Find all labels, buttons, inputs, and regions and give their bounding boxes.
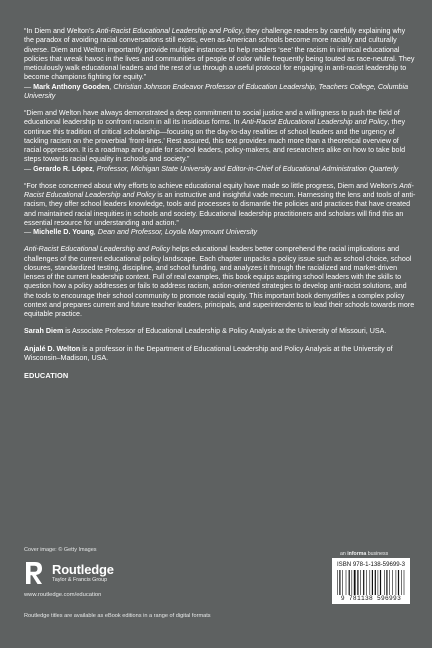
book-title-inline: Anti-Racist Educational Leadership and Policy [24, 181, 414, 199]
barcode-bar [384, 570, 385, 595]
author-bio-text: is Associate Professor of Educational Leadership & Policy Analysis at the University of Missouri, USA. [63, 327, 387, 336]
book-title-inline: Anti-Racist Educational Leadership and Policy [95, 27, 243, 35]
barcode-bar [352, 570, 353, 595]
barcode-bar [366, 570, 367, 595]
barcode-bar [354, 570, 356, 595]
endorser-name: Mark Anthony Gooden [33, 82, 110, 91]
endorser-affiliation: , Professor, Michigan State University and Editor-in-Chief of Educational Administration Quarterly [92, 164, 399, 173]
endorsement-quote [24, 182, 416, 238]
informa-business-label [340, 551, 388, 557]
subject-category: EDUCATION [24, 371, 69, 380]
quote-attribution [24, 228, 416, 237]
endorsement-quote [24, 27, 416, 101]
quote-body: , they continue this tradition of critical scholarship—focusing on the day-to-day realities of school leaders and the urgency of tackling racism on the proverbial ‘front-lines.’ Rest assured, this text provides much more than a theoretical overview of racial oppression. It is a roadmap and guide for school leaders, policy-makers, and researchers alike on how to take bold steps towards racial equality in schools and society.” [24, 118, 406, 164]
quote-lead: “Diem and Welton have always demonstrated a deep commitment to social justice and a willingness to push the field of educational leadership to confront racism in all its insidious forms. In [24, 109, 400, 127]
routledge-r-icon [24, 560, 44, 586]
description-body: helps educational leaders better comprehend the racial implications and challenges of the current educational policy landscape. Each chapter unpacks a policy issue such as school choice, school closures, standardized testing, discipline, and school funding, and analyzes it through the racialized and market-driven lenses of the current leadership context. Full of real examples, this book equips aspiring school leaders with the skills to question how a policy addresses or fails to address racism, action-oriented strategies to develop anti-racist solutions, and the tools to encourage their school community to promote racial equity. This important book demystifies a complex policy context and prepares current and future teacher leaders, principals, and superintendents to lead their schools towards more equitable practice. [24, 245, 415, 318]
barcode-bar [375, 570, 376, 595]
endorser-name: Gerardo R. López [33, 164, 93, 173]
barcode-bar [378, 570, 379, 595]
quote-lead: “For those concerned about why efforts to achieve educational equity have made so little progress, Diem and Welton’s [24, 181, 400, 190]
barcode-bar [392, 570, 393, 595]
barcode-bar [349, 570, 350, 595]
informa-brand: informa [347, 551, 367, 557]
book-title-inline: Anti-Racist Educational Leadership and Policy [241, 118, 388, 127]
ebook-availability-note: Routledge titles are available as eBook editions in a range of digital formats [24, 613, 211, 619]
book-description [24, 245, 416, 319]
barcode-bar [370, 570, 371, 595]
cover-image-credit: Cover image: © Getty Images [24, 547, 97, 553]
barcode-bar [386, 570, 387, 595]
publisher-logo [24, 558, 174, 590]
publisher-tagline: Taylor & Francis Group [52, 577, 108, 583]
attribution-dash: — [24, 164, 34, 173]
barcode-bar [398, 570, 399, 595]
cover-text-column [24, 27, 416, 380]
attribution-dash: — [24, 82, 34, 91]
quote-text [24, 109, 416, 165]
isbn-number: ISBN 978-1-138-59699-3 [336, 561, 406, 568]
quote-attribution [24, 165, 416, 174]
barcode-bar [363, 570, 364, 595]
barcode-bar [396, 570, 397, 595]
author-bio-text: is a professor in the Department of Educational Leadership and Policy Analysis at the University of Wisconsin–Madison, USA. [24, 344, 393, 362]
barcode-bar [401, 570, 402, 595]
informa-pre: an [340, 551, 348, 557]
barcode-bar [346, 570, 347, 595]
quote-body: , they challenge readers by carefully explaining why the paradox of avoiding racial conversations still exists, even as American schools become more racially and culturally diverse. Diem and Welton importantly provide multiple instances to help readers ‘see’ the racism in inimical educational policies that wreak havoc in the lives and communities of people of color while frequently being touted as race-neutral. They meticulously walk educational leaders and the rest of us through a useful protocol for engaging in anti-racist leadership to become champions fighting for equity.” [24, 27, 415, 82]
endorser-name: Michelle D. Young [33, 228, 94, 236]
informa-post: business [366, 551, 389, 557]
barcode-bar [357, 570, 358, 595]
quote-lead: “In Diem and Welton’s [24, 27, 96, 35]
quote-body: is an instructive and insightful vade mecum. Harnessing the lens and tools of anti-racism, they offer school leaders knowledge, tools and processes to dismantle the policies and practices that have created and maintained racial inequities in schools and society. Educational leadership practitioners and scholars will find this an essential resource for understanding and action.” [24, 191, 416, 227]
barcode-bar [360, 570, 361, 595]
endorsement-quote [24, 109, 416, 174]
publisher-url[interactable]: www.routledge.com/education [24, 592, 102, 598]
barcode-bar [380, 570, 381, 595]
endorser-affiliation: , Christian Johnson Endeavor Professor of Education Leadership, Teachers College, Columbia University [24, 82, 409, 100]
barcode-bar [372, 570, 373, 595]
author-bio [24, 345, 416, 364]
publisher-name: Routledge [52, 562, 114, 577]
barcode-digits: 9 781138 596993 [340, 595, 402, 602]
quote-attribution [24, 83, 416, 102]
author-name: Anjalé D. Welton [24, 344, 81, 353]
author-name: Sarah Diem [24, 327, 64, 336]
barcode-bar [339, 570, 340, 595]
barcode-bar [342, 570, 343, 595]
isbn-barcode [332, 558, 410, 604]
barcode-bar [389, 570, 390, 595]
description-text [24, 245, 416, 319]
endorser-affiliation: , Dean and Professor, Loyola Marymount University [93, 228, 258, 236]
quote-text [24, 182, 416, 228]
book-title-inline: Anti-Racist Educational Leadership and Policy [24, 245, 171, 254]
quote-text [24, 27, 416, 83]
barcode-bar [404, 570, 405, 595]
attribution-dash: — [24, 228, 34, 236]
barcode-bar [337, 570, 338, 595]
barcode-icon [336, 570, 406, 595]
author-bio [24, 327, 416, 336]
